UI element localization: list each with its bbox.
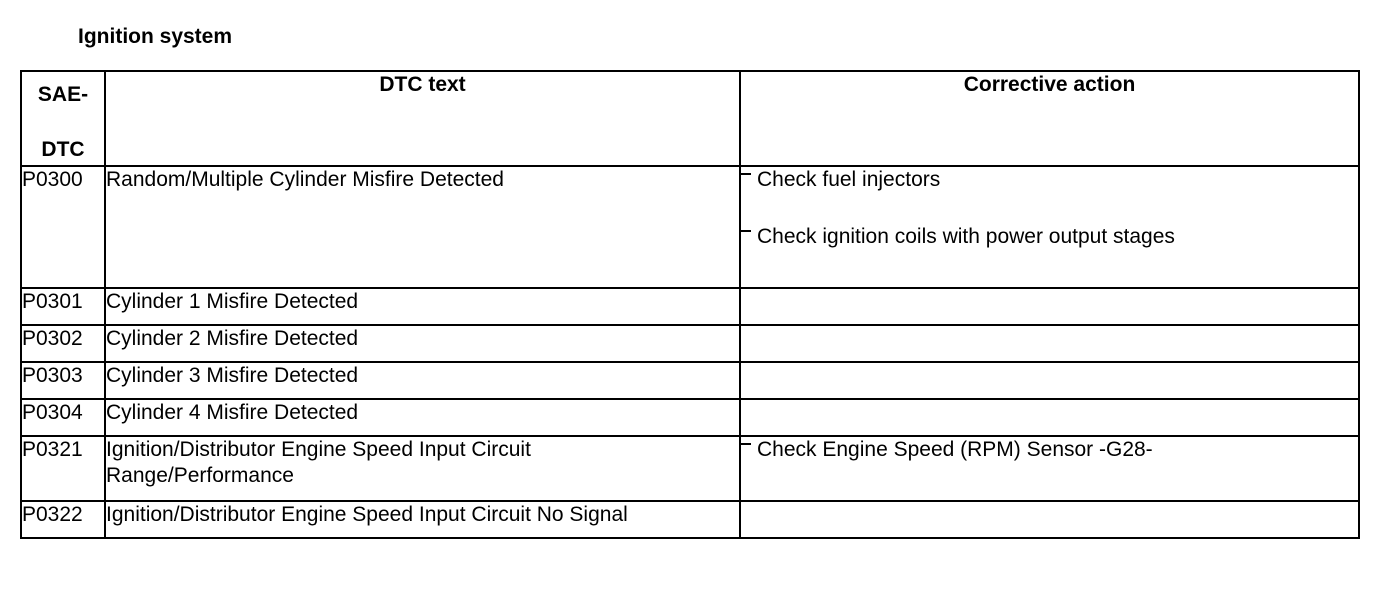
corrective-action <box>740 325 1359 362</box>
corrective-action <box>740 501 1359 538</box>
dash-bullet-icon <box>741 230 751 232</box>
header-sae-dtc <box>21 71 105 166</box>
dtc-text-line1: Ignition/Distributor Engine Speed Input Circuit <box>106 438 531 461</box>
dash-bullet-icon <box>741 173 751 175</box>
header-dtc-text: DTC text <box>105 71 740 166</box>
header-sae-dtc-line1: SAE- <box>37 83 89 106</box>
table-row <box>21 288 1359 325</box>
table-row <box>21 436 1359 501</box>
header-sae-dtc-line2: DTC <box>41 138 85 161</box>
dtc-text <box>105 436 740 501</box>
dtc-text: Cylinder 1 Misfire Detected <box>105 288 740 325</box>
dtc-code: P0301 <box>21 288 105 325</box>
corrective-action <box>740 362 1359 399</box>
dtc-code: P0304 <box>21 399 105 436</box>
dtc-table <box>20 70 1360 539</box>
dtc-text: Random/Multiple Cylinder Misfire Detected <box>105 166 740 288</box>
dtc-code: P0322 <box>21 501 105 538</box>
dtc-text-line2: Range/Performance <box>106 464 294 487</box>
action-text: Check fuel injectors <box>757 168 941 191</box>
table-row <box>21 501 1359 538</box>
corrective-action <box>740 288 1359 325</box>
section-title: Ignition system <box>78 25 233 48</box>
action-text: Check ignition coils with power output stages <box>757 225 1175 248</box>
action-item <box>741 167 1358 193</box>
table-row <box>21 325 1359 362</box>
dtc-code: P0303 <box>21 362 105 399</box>
dtc-text: Cylinder 3 Misfire Detected <box>105 362 740 399</box>
table-header-row <box>21 71 1359 166</box>
corrective-action <box>740 436 1359 501</box>
dtc-code: P0302 <box>21 325 105 362</box>
action-item <box>741 224 1358 250</box>
dtc-code: P0300 <box>21 166 105 288</box>
table-row <box>21 399 1359 436</box>
dtc-text: Ignition/Distributor Engine Speed Input Circuit No Signal <box>105 501 740 538</box>
action-item <box>741 437 1358 463</box>
dash-bullet-icon <box>741 443 751 445</box>
table-row <box>21 166 1359 288</box>
header-corrective-action: Corrective action <box>740 71 1359 166</box>
corrective-action <box>740 166 1359 288</box>
table-row <box>21 362 1359 399</box>
dtc-code: P0321 <box>21 436 105 501</box>
action-text: Check Engine Speed (RPM) Sensor -G28- <box>757 438 1153 461</box>
dtc-text: Cylinder 2 Misfire Detected <box>105 325 740 362</box>
dtc-text: Cylinder 4 Misfire Detected <box>105 399 740 436</box>
corrective-action <box>740 399 1359 436</box>
